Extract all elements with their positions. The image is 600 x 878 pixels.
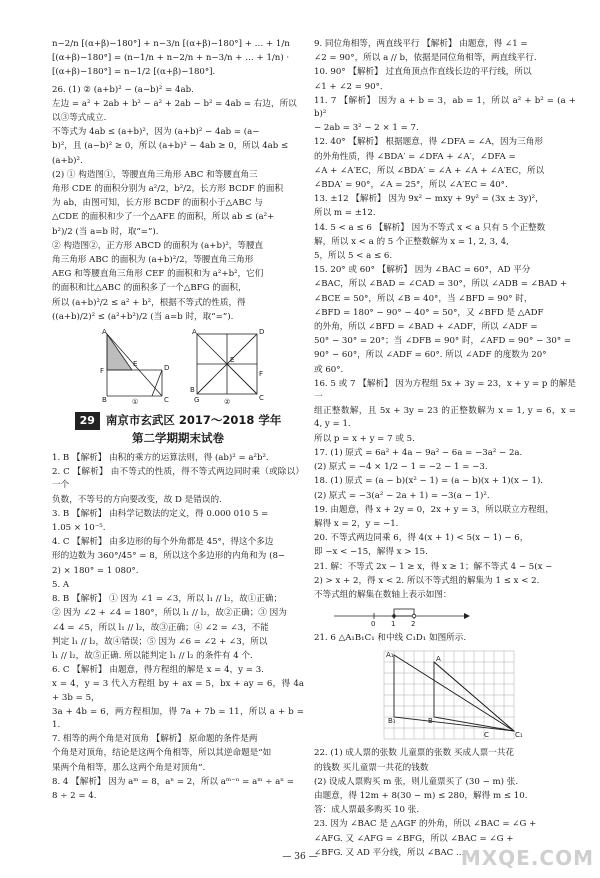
text-line: ∠BFG. 又 AD 平分线，所以 ∠BAC ... xyxy=(314,847,465,858)
text-line: 50° − 30° = 20°；当 ∠DFB = 90° 时，∠AFD = 90° − 30° = xyxy=(314,336,572,347)
text-line: 18. (1) 原式 = (a − b)(x² − 1) = (a − b)(x + 1)(x − 1). xyxy=(314,476,544,487)
text-line: 3a + 4b = 6，两方程相加，得 7a + 7b = 11，所以 a + b = 1. xyxy=(52,706,304,730)
text-line: 8. B 【解析】 ① 因为 ∠1 = ∠3，所以 l₁ // l₂，故①正确； xyxy=(52,594,283,605)
text-line: 组正整数解，且 5x + 3y = 23 的正整数解为 x = 1, y = 6，x = 4, y = 1. xyxy=(314,406,576,430)
text-line: 解，所以 x < a 的 5 个正整数解为 x = 1, 2, 3, 4, xyxy=(314,236,509,247)
fig1-label: A xyxy=(102,328,107,337)
text-line: 22. (1) 成人票的张数 儿童票的张数 买成人票一共花 xyxy=(314,748,515,759)
numberline-label: 0 xyxy=(371,620,376,629)
text-line: 个角是对顶角，结论是这两个角相等，所以其逆命题是“如 xyxy=(52,748,272,759)
text-line: ((a+b)/2)² ≤ (a²+b²)/2 (当 a=b 时，取“=”). xyxy=(52,311,234,322)
text-line: 1.05 × 10⁻⁵. xyxy=(52,523,106,534)
text-line: ∠BDA′ = 90°，∠A = 25°，所以 ∠A′EC = 40°. xyxy=(314,180,508,191)
grid-label: B xyxy=(428,717,433,726)
grid-figure xyxy=(364,647,564,743)
text-line: 解得 x = 2，y = −1. xyxy=(314,518,399,529)
text-line: 15. 20° 或 60° 【解析】 因为 ∠BAC = 60°，AD 平分 xyxy=(314,265,531,276)
text-line: − 2ab = 3² − 2 × 1 = 7. xyxy=(314,123,419,134)
text-line: 16. 5 或 7 【解析】 因为方程组 5x + 3y = 23，x + y = p 的解是一 xyxy=(314,378,576,403)
text-line: 答：成人票最多购买 10 张. xyxy=(314,805,420,816)
text-line: ② 构造图②，正方形 ABCD 的面积为 (a+b)²，等腰直 xyxy=(52,240,264,251)
text-line: 21. 6 △A₁B₁C₁ 和中线 C₁D₁ 如图所示. xyxy=(314,633,467,644)
text-line: 所以 m = ±12. xyxy=(314,208,376,219)
text-line: 1. B 【解析】 由积的乘方的运算法则，得 (ab)² = a²b². xyxy=(52,453,269,464)
text-line: ∠2 = 90°，所以 a // b，依据是同位角相等，两直线平行. xyxy=(314,53,537,64)
text-line: 不等式组的解集在数轴上表示如图： xyxy=(314,589,452,600)
section-number: 29 xyxy=(75,412,100,430)
text-line: 6. C 【解析】 由题意，得方程组的解是 x = 4，y = 3. xyxy=(52,665,264,676)
text-line: 23. 因为 ∠BAC 是 △AGF 的外角，所以 ∠BAC = ∠G + xyxy=(314,819,537,830)
section-title-line-2: 第二学期期末试卷 xyxy=(132,431,224,446)
text-line: [(α+β)−180°] = n−1/2 [(α+β)−180°]. xyxy=(52,67,216,78)
text-line: 的面积和比△ABC 的面积多了一个△BFG 的面积， xyxy=(52,283,247,294)
question-26 xyxy=(52,84,304,324)
text-line: ② 因为 ∠2 + ∠4 = 180°，所以 l₁ // l₂，故②正确；③ 因为 xyxy=(52,608,287,619)
fig2-label: C xyxy=(259,394,264,403)
fig2-label: A xyxy=(192,328,197,337)
text-line: 26. (1) ② (a+b)² − (a−b)² = 4ab. xyxy=(52,84,194,95)
text-line: (a+b)². xyxy=(52,155,83,166)
fig1-label: B xyxy=(102,396,107,405)
fig1-label: F xyxy=(100,367,105,376)
fig2-label: G xyxy=(194,396,200,405)
text-line: (2) 设成人票购买 m 张，则儿童票买了 (30 − m) 张. xyxy=(314,776,519,787)
text-line: 或 60°. xyxy=(314,364,344,375)
text-line: 10. 90° 【解析】 过直角顶点作直线长边的平行线，所以 xyxy=(314,67,532,78)
fig2-label: B xyxy=(190,386,195,395)
text-line: 19. 由题意，得 x + 2y = 0，2x + y = 3，所以联立方程组， xyxy=(314,504,554,515)
text-line: 左边 = a² + 2ab + b² − a² + 2ab − b² = 4ab = 右边，所以 xyxy=(52,98,297,109)
text-line: ∠1 + ∠2 = 90°. xyxy=(314,81,383,92)
text-line: x = 4，y = 3 代入方程组 by + ax = 5，bx + ay = 6，得 4a + 3b = 5， xyxy=(52,679,304,703)
figure-1-shaded-triangle xyxy=(107,334,132,370)
text-line: ∠BCE = 50°，所以 ∠B = 40°，当 ∠BFD = 90° 时， xyxy=(314,293,533,304)
text-line: 90° − 60°，所以 ∠ADF = 60°. 所以 ∠ADF 的度数为 20° xyxy=(314,350,547,361)
text-line: 7. 相等的两个角是对顶角 【解析】 原命题的条件是两 xyxy=(52,734,258,745)
fig2-caption: ② xyxy=(224,398,231,405)
fig2-label: F xyxy=(259,370,264,379)
text-line: 12. 40° 【解析】 根据题意，得 ∠DFA = ∠A，因为三角形 xyxy=(314,137,543,148)
page-number: — 36 — xyxy=(282,852,318,862)
fig2-label: D xyxy=(259,328,265,337)
grid-label: C₁ xyxy=(515,731,523,740)
text-line: b²)/2 (当 a=b 时，取“=”). xyxy=(52,226,159,237)
text-line: ∠AFG. 又 ∠AFG = ∠BFG，所以 ∠BAC = ∠G + xyxy=(314,833,514,844)
numberline-label: 2 xyxy=(411,620,416,629)
text-line: 的钱数 买儿童票一共花的钱数 xyxy=(314,762,429,773)
watermark: MXQE.COM xyxy=(460,846,594,870)
text-line: 9. 同位角相等，两直线平行 【解析】 由题意，得 ∠1 = xyxy=(314,39,528,49)
number-line-figure xyxy=(314,604,474,628)
left-column xyxy=(52,38,304,804)
text-line: (2) 原式 = −4 × 1/2 − 1 = −2 − 1 = −3. xyxy=(314,462,488,473)
text-line: 由题意，得 12m + 8(30 − m) ≤ 280，解得 m ≤ 10. xyxy=(314,790,528,801)
text-line: 8. 4 【解析】 因为 aᵐ = 8，aⁿ = 2，所以 aᵐ⁻ⁿ = aᵐ ÷ aⁿ = xyxy=(52,776,294,787)
text-line: 不等式为 4ab ≤ (a+b)²，因为 (a+b)² − 4ab = (a− xyxy=(52,127,260,138)
text-line: l₁ // l₂，故⑤正确. 所以能判定 l₁ // l₂ 的条件有 4 个. xyxy=(52,650,253,661)
text-line: 以③等式成立. xyxy=(52,113,107,124)
text-line: 为 ab，由图可知，长方形 BCDF 的面积小于△ABC 与 xyxy=(52,198,263,209)
text-line: 的外角，所以 ∠BFD = ∠BAD + ∠ADF，所以 ∠ADF = xyxy=(314,322,538,333)
text-line: 形的边数为 360°/45° = 8，所以这个多边形的内角和为 (8− xyxy=(52,551,286,562)
text-line: ∠BFD = 180° − 90° − 40° = 50°，又 ∠BFD 是 △ADF xyxy=(314,307,544,318)
text-line: 20. 不等式两边同乘 6，得 4(x + 1) < 5(x − 1) − 6， xyxy=(314,533,529,544)
section-title-line-1: 南京市玄武区 2017～2018 学年 xyxy=(105,413,282,428)
section-heading xyxy=(52,412,304,446)
text-line: 果两个角相等，那么这两个角是对顶角”. xyxy=(52,762,206,773)
grid-label: C xyxy=(484,731,489,740)
text-line: 2. C 【解析】 由不等式的性质，得不等式两边同时乘（或除以）一个 xyxy=(52,467,304,491)
text-line: 5. A xyxy=(52,579,70,590)
text-line: 14. 5 < a ≤ 6 【解析】 因为不等式 x < a 只有 5 个正整数 xyxy=(314,222,546,233)
text-line: AEG 和等腰直角三角形 CEF 的面积和为 a²+b²，它们 xyxy=(52,269,264,280)
grid-label: A₁ xyxy=(386,651,394,660)
fig1-caption: ① xyxy=(132,398,139,405)
text-line: ∠4 = ∠5，所以 l₁ // l₂，故③正确；④ ∠2 = ∠3，不能 xyxy=(52,622,269,633)
answers-9-21 xyxy=(314,38,576,602)
text-line: 所以 (a+b)²/2 ≤ a² + b²，根据不等式的性质，得 xyxy=(52,297,246,308)
text-line: (2) 原式 = −3(a² − 2a + 1) = −3(a − 1)². xyxy=(314,490,490,501)
text-line: 负数，不等号的方向要改变，故 D 是错误的. xyxy=(52,494,222,505)
text-line: 8 ÷ 2 = 4. xyxy=(52,790,97,801)
fig1-label: E xyxy=(133,360,138,369)
text-line: [(α+β)−180°] = (n−1/n + n−2/n + n−3/n + … + 1/n) · xyxy=(52,53,290,64)
text-line: 4. C 【解析】 由多边形的每个外角都是 45°，得这个多边 xyxy=(52,537,274,548)
text-line: b)²，且 (a−b)² ≥ 0，所以 (a+b)² − 4ab ≥ 0，所以 4ab ≤ xyxy=(52,141,289,152)
text-line: n−2/n [(α+β)−180°] + n−3/n [(α+β)−180°] + … + 1/n xyxy=(52,39,290,49)
text-line: 即 −x < −15，解得 x > 15. xyxy=(314,547,428,558)
text-line: 3. B 【解析】 由科学记数法的定义，得 0.000 010 5 = xyxy=(52,508,269,519)
text-line: 角形 CDE 的面积分别为 a²/2，b²/2，长方形 BCDF 的面积 xyxy=(52,184,284,195)
text-line: 所以 p = x + y = 7 或 5. xyxy=(314,433,415,444)
fig2-label: E xyxy=(230,356,235,365)
fig1-label: C xyxy=(164,396,169,405)
answers-1-8 xyxy=(52,452,304,803)
text-line: ∠BAC，所以 ∠BAD = ∠CAD = 30°，所以 ∠ADB = ∠BAD + xyxy=(314,279,568,290)
figures-26 xyxy=(52,326,302,404)
grid-label: B₁ xyxy=(388,717,396,726)
fig1-label: D xyxy=(164,364,170,373)
text-line: 2) × 180° = 1 080°. xyxy=(52,565,139,576)
right-column xyxy=(314,38,576,861)
grid-label: A xyxy=(436,655,441,664)
text-line: (2) ① 构造图①，等腰直角三角形 ABC 和等腰直角三 xyxy=(52,169,258,180)
text-line: 2) > x + 2，得 x < 2. 所以不等式组的解集为 1 ≤ x < 2. xyxy=(314,575,540,586)
text-line: 17. (1) 原式 = 6a² + 4a − 9a² − 6a = −3a² − 2a. xyxy=(314,447,523,458)
text-line: 13. ±12 【解析】 因为 9x² − mxy + 9y² = (3x ± 3y)²， xyxy=(314,194,544,205)
text-line: ∠A + ∠A′EC，所以 ∠BDA′ = ∠A + ∠A + ∠A′EC，所以 xyxy=(314,165,545,176)
numberline-label: 1 xyxy=(391,620,396,629)
text-line: 判定 l₁ // l₂，故④错误；⑤ 因为 ∠6 = ∠2 + ∠3，所以 xyxy=(52,636,268,647)
text-line: 5，所以 5 < a ≤ 6. xyxy=(314,251,393,262)
text-line: 11. 7 【解析】 因为 a + b = 3，ab = 1，所以 a² + b² = (a + b)² xyxy=(314,95,576,120)
top-continuation xyxy=(52,38,304,80)
text-line: 角三角形 ABC 的面积为 (a+b)²/2，等腰直角三角形 xyxy=(52,255,254,266)
text-line: △CDE 的面积和少了一个△AFE 的面积，所以 ab ≤ (a²+ xyxy=(52,212,275,223)
text-line: 的外角性质，得 ∠BDA′ = ∠DFA + ∠A′，∠DFA = xyxy=(314,151,516,162)
question-22 xyxy=(314,747,576,817)
text-line: 21. 解：不等式 2x − 1 ≥ x，得 x ≥ 1；解不等式 4 − 5(x − xyxy=(314,561,553,572)
